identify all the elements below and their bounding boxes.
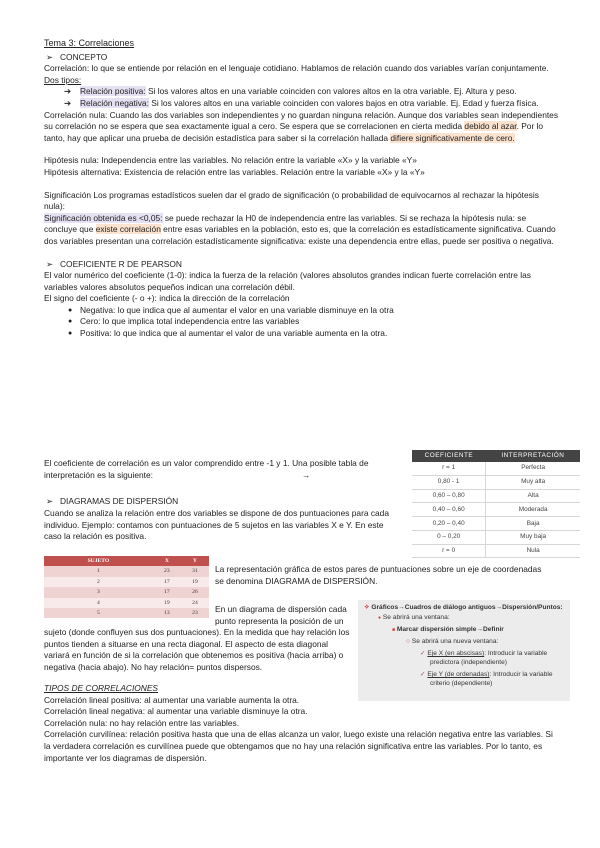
table-row: 0 – 0,20 Muy baja — [412, 530, 580, 544]
section-concepto — [44, 52, 560, 64]
pearson-signo-paragraph: El signo del coeficiente (- o +): indica la dirección de la correlación — [44, 293, 290, 304]
section-heading: CONCEPTO — [60, 51, 108, 62]
check-icon: ✓ — [420, 650, 426, 657]
spss-line: predictora (independiente) — [430, 659, 507, 666]
table-row: 1 23 31 — [44, 566, 209, 576]
sparkle-icon: ✧ — [364, 604, 370, 611]
table-row: 3 17 26 — [44, 587, 209, 597]
table-row: r = 1 Perfecta — [412, 462, 580, 475]
table-header-row — [412, 450, 580, 462]
spss-line: ✓ Eje X (en abscisas): Introducir la variable — [420, 650, 548, 657]
diagrama-paragraph-start: En un diagrama de dispersión cada punto representa la posición de un — [215, 604, 347, 626]
column-header: Y — [181, 556, 209, 566]
table-row: 0,60 – 0,80 Alta — [412, 489, 580, 503]
table-row: 5 13 23 — [44, 608, 209, 618]
column-header: COEFICIENTE — [412, 450, 486, 462]
column-header: SUJETO — [44, 556, 153, 566]
arrow-right-icon: ➔ — [64, 86, 72, 97]
circle-bullet-icon: ○ — [406, 638, 410, 645]
arrow-right-icon: → — [302, 470, 311, 480]
table-row: 4 19 24 — [44, 598, 209, 608]
dispersion-intro: Cuando se analiza la relación entre dos variables se dispone de dos puntuaciones para cada individuo. Ejemplo: contamos con puntuaciones de 5 sujetos en las variables X e Y. En este caso la relación es positiva. — [44, 508, 390, 542]
arrow-right-icon: ➔ — [64, 97, 72, 108]
tipo-line: Correlación lineal negativa: al aumentar una variable disminuye la otra. — [44, 706, 308, 717]
tipos-relacion-list — [44, 86, 560, 109]
table-header-row — [44, 556, 209, 566]
spss-line: criterio (dependiente) — [430, 680, 493, 687]
section-heading: COEFICIENTE R DE PEARSON — [60, 258, 182, 269]
list-item: ● Positiva: lo que indica que al aumentar el valor de una variable aumenta en la otra. — [68, 328, 560, 340]
arrow-bullet-icon: ➢ — [46, 51, 54, 62]
dot-bullet-icon: ● — [378, 615, 382, 621]
section-pearson — [44, 259, 560, 271]
significacion-paragraph: Significación Los programas estadísticos suelen dar el grado de significación (o probabilidad de equivocarnos al rechazar la hipótesis nula): Significación obtenida es <0,05: se puede rechazar la H0 de independencia entre las variables. Si se rechaza la hipótesis nula: se concluye que existe correlación entre esas variables en la población, esto es, que la correlación es estadísticamente significativa. Cuando dos variables presentan una correlación estadísticamente significativa: existe una dependencia entre ellas, puede ser positiva o negativa. — [44, 189, 556, 246]
spss-line: ○ Se abrirá una nueva ventana: — [406, 638, 499, 645]
square-bullet-icon: ■ — [392, 627, 396, 633]
section-heading: DIAGRAMAS DE DISPERSIÓN — [60, 496, 179, 506]
spss-line: ■ Marcar dispersión simple→Definir — [392, 626, 504, 633]
tipo-line: Correlación nula: no hay relación entre las variables. — [44, 717, 240, 728]
table-row: 2 17 19 — [44, 577, 209, 587]
diagrama-paragraph-rest: sujeto (donde confluyen sus dos puntuaciones). En la medida que hay relación los puntos tienden a situarse en una recta diagonal. El aspecto de esta diagonal variará en función de si la correlación que obtenemos es positiva (hacia arriba) o negativa (hacia abajo). No hay relación= puntos dispersos. — [44, 627, 350, 672]
list-item: ● Cero: lo que implica total independencia entre las variables — [68, 316, 560, 328]
page-title: Tema 3: Correlaciones — [44, 38, 135, 48]
interpretation-table — [412, 450, 580, 558]
hipotesis-alternativa: Hipótesis alternativa: Existencia de relación entre las variables. Relación entre la variable «X» y la «Y» — [44, 166, 425, 177]
spss-line: ✓ Eje Y (de ordenadas): Introducir la variable — [420, 671, 553, 678]
arrow-bullet-icon: ➢ — [46, 496, 54, 506]
representacion-paragraph: La representación gráfica de estos pares de puntuaciones sobre un eje de coordenadas se denomina DIAGRAMA de DISPERSIÓN. — [215, 564, 542, 586]
correlacion-nula-paragraph: Correlación nula: Cuando las dos variables son independientes y no guardan ninguna relación. Aunque dos variables sean independientes su correlación no se espera que sea exactamente igual a cero. Se espera que se correlacionen en cierta medida debido al azar. Por lo tanto, hay que aplicar una prueba de decisión estadística para saber si la correlación hallada difiere significativamente de cero. — [44, 109, 559, 143]
hipotesis-nula: Hipótesis nula: Independencia entre las variables. No relación entre la variable «X» y la variable «Y» — [44, 155, 417, 166]
section-dispersion — [44, 496, 178, 508]
signo-list — [44, 305, 560, 340]
arrow-bullet-icon: ➢ — [46, 258, 54, 269]
tipo-line: Correlación lineal positiva: al aumentar una variable aumenta la otra. — [44, 694, 300, 705]
column-header: X — [153, 556, 181, 566]
table-row: 0,20 – 0,40 Baja — [412, 517, 580, 531]
tipo-line: Correlación curvilínea: relación positiva hasta que una de ellas alcanza un valor, luego existe una relación negativa entre las variables. Si la verdadera correlación es curvilínea puede que obtengamos que no hay una relación significativa entre las variables. Por lo tanto, es importante ver los diagramas de dispersión. — [44, 729, 553, 763]
check-icon: ✓ — [420, 671, 426, 678]
table-row: 0,40 – 0,60 Moderada — [412, 503, 580, 517]
pearson-valor-paragraph: El valor numérico del coeficiente (1-0): indica la fuerza de la relación (valores absolutos grandes indican fuerte correlación entre las variables valores absolutos pequeños indican una correlación débil. — [44, 270, 531, 292]
document-body — [44, 38, 560, 340]
tipos-section — [44, 683, 560, 764]
column-header: INTERPRETACIÓN — [486, 450, 580, 462]
section-heading: TIPOS DE CORRELACIONES — [44, 683, 159, 693]
spss-line: ● Se abrirá una ventana: — [378, 614, 450, 621]
table-row: 0,80 - 1 Muy alta — [412, 475, 580, 489]
list-item: ➔ Relación positiva: Si los valores altos en una variable coinciden con valores altos en la otra variable. Ej. Altura y peso. — [64, 86, 517, 97]
list-item: ● Negativa: lo que indica que al aumentar el valor en una variable disminuye en la otra — [68, 305, 560, 317]
correlacion-definition: Correlación: lo que se entiende por relación en el lenguaje cotidiano. Hablamos de relación cuando dos variables varían conjuntamente. Dos tipos: — [44, 63, 549, 85]
scores-table — [44, 556, 209, 618]
dos-tipos-label: Dos tipos: — [44, 74, 82, 85]
list-item: ➔ Relación negativa: Si los valores altos en una variable coinciden con valores bajos en otra variable. Ej. Edad y fuerza física. — [64, 97, 539, 108]
range-paragraph: El coeficiente de correlación es un valor comprendido entre -1 y 1. Una posible tabla de interpretación es la siguiente: — [44, 458, 369, 480]
table-row: r = 0 Nula — [412, 544, 580, 558]
spss-line: ✧ Gráficos→Cuadros de diálogo antiguos→Dispersión/Puntos: — [364, 604, 563, 611]
